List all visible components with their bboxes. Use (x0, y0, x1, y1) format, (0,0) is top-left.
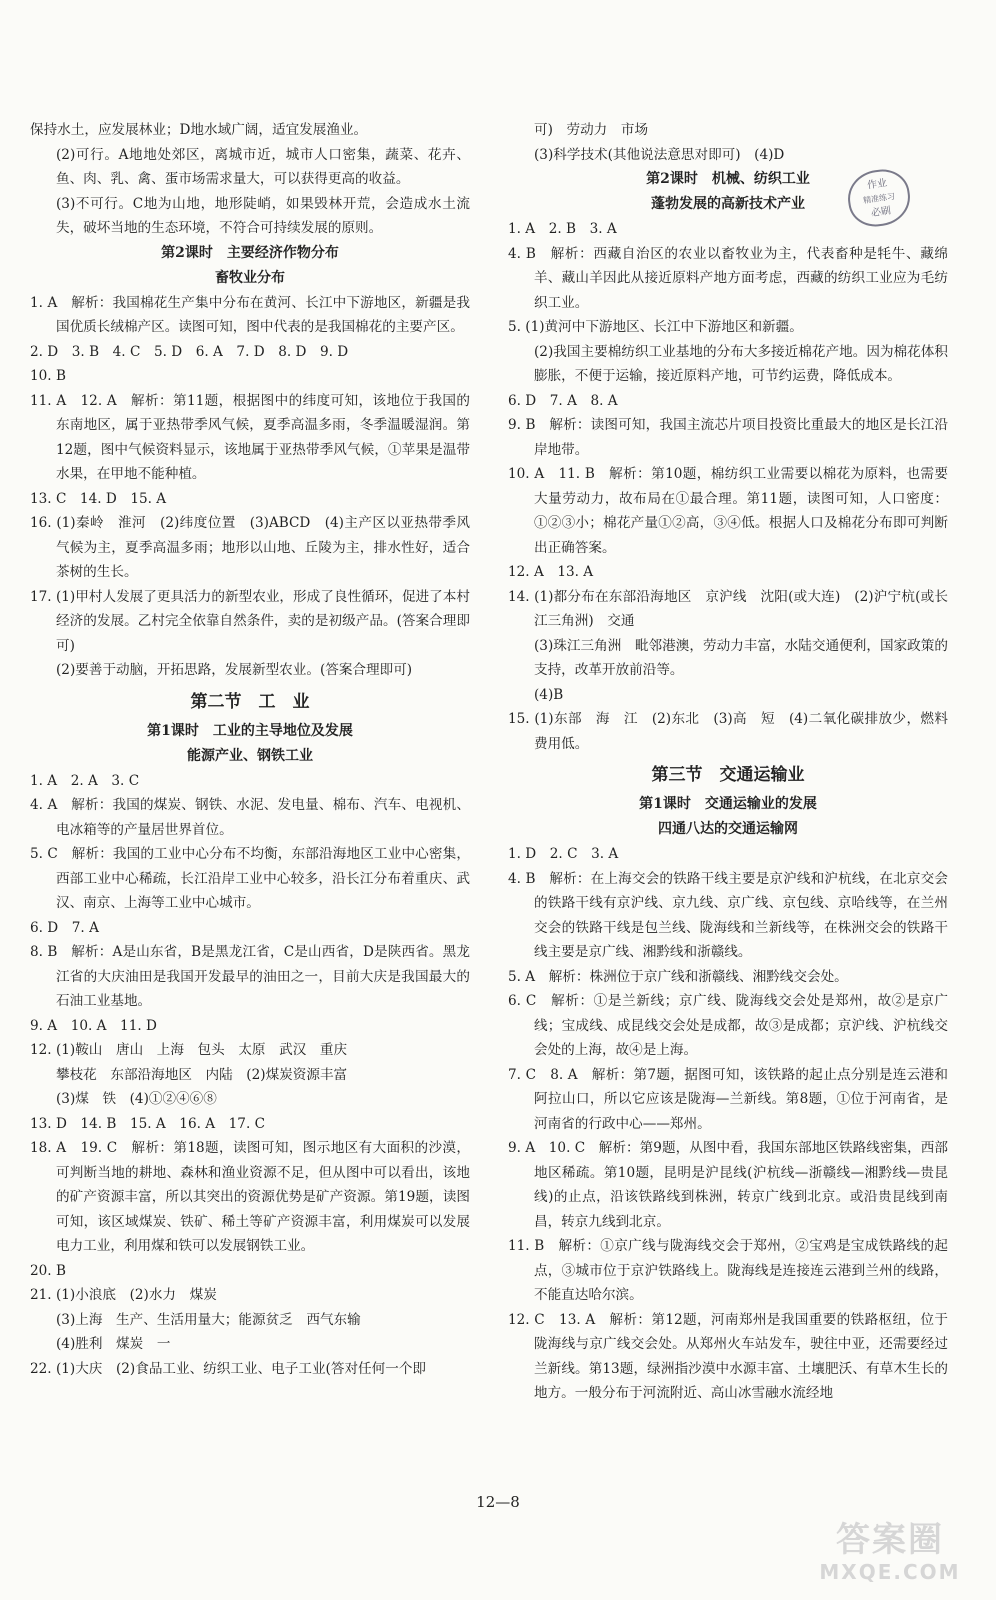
answer-line: (2)可行。A地地处郊区，离城市近，城市人口密集，蔬菜、花卉、鱼、肉、乳、禽、蛋市场需求量大，可以获得更高的收益。 (56, 146, 470, 187)
answer-line: (4)B (534, 686, 564, 703)
answer-line: 21. (1)小浪底 (2)水力 煤炭 (30, 1287, 217, 1303)
section-heading: 第2课时 主要经济作物分布 (161, 244, 339, 261)
answer-line: 4. B 解析：在上海交会的铁路干线主要是京沪线和沪杭线，在北京交会的铁路干线有京沪线、京九线、京广线、京包线、京哈线等，在兰州交会的铁路干线是包兰线、陇海线和兰新线等，在株洲交会的铁路干线主要是京广线、湘黔线和浙赣线。 (508, 870, 948, 960)
answer-line: 4. A 解析：我国的煤炭、钢铁、水泥、发电量、棉布、汽车、电视机、电冰箱等的产量居世界首位。 (30, 797, 470, 838)
right-column (508, 118, 948, 1406)
answer-line: 8. B 解析：A是山东省，B是黑龙江省，C是山西省，D是陕西省。黑龙江省的大庆油田是我国开发最早的油田之一，目前大庆是我国最大的石油工业基地。 (30, 944, 470, 1009)
answer-line: (3)珠江三角洲 毗邻港澳，劳动力丰富，水陆交通便利，国家政策的支持，改革开放前沿等。 (534, 637, 948, 678)
answer-line: 16. (1)秦岭 淮河 (2)纬度位置 (3)ABCD (4)主产区以亚热带季风气候为主，夏季高温多雨；地形以山地、丘陵为主，排水性好，适合茶树的生长。 (30, 515, 470, 580)
answer-line: 9. A 10. A 11. D (30, 1017, 157, 1034)
answer-line: 15. (1)东部 海 江 (2)东北 (3)高 短 (4)二氧化碳排放少，燃料费用低。 (508, 711, 948, 752)
section-heading: 四通八达的交通运输网 (658, 821, 798, 837)
answer-line: 保持水土，应发展林业；D地水域广阔，适宜发展渔业。 (30, 122, 368, 138)
answer-line: (3)不可行。C地为山地，地形陡峭，如果毁林开荒，会造成水土流失，破坏当地的生态环境，不符合可持续发展的原则。 (56, 195, 470, 236)
section-heading: 第1课时 工业的主导地位及发展 (147, 722, 353, 739)
answer-line: 13. D 14. B 15. A 16. A 17. C (30, 1115, 265, 1132)
answer-line: 5. C 解析：我国的工业中心分布不均衡，东部沿海地区工业中心密集，西部工业中心稀疏，长江沿岸工业中心较多，沿长江分布着重庆、武汉、南京、上海等工业中心城市。 (30, 846, 470, 911)
left-column (30, 118, 470, 1381)
answer-line: 5. A 解析：株洲位于京广线和浙赣线、湘黔线交会处。 (508, 968, 848, 985)
section-heading: 第二节 工 业 (190, 691, 310, 712)
answer-line: 11. B 解析：①京广线与陇海线交会于郑州，②宝鸡是宝成铁路线的起点，③城市位于京沪铁路线上。陇海线是连接连云港到兰州的线路，不能直达哈尔滨。 (508, 1238, 948, 1303)
answer-line: 22. (1)大庆 (2)食品工业、纺织工业、电子工业(答对任何一个即 (30, 1360, 427, 1377)
section-heading: 能源产业、钢铁工业 (187, 747, 313, 764)
answer-line: 可) 劳动力 市场 (534, 122, 649, 138)
answer-line: 6. C 解析：①是兰新线；京广线、陇海线交会处是郑州，故②是京广线；宝成线、成昆线交会处是成都，故③是成都；京沪线、沪杭线交会处的上海，故④是上海。 (508, 993, 948, 1058)
answer-line: 1. D 2. C 3. A (508, 846, 619, 862)
answer-line: (2)要善于动脑，开拓思路，发展新型农业。(答案合理即可) (56, 662, 413, 678)
answer-line: 2. D 3. B 4. C 5. D 6. A 7. D 8. D 9. D (30, 343, 349, 360)
answer-line: 14. (1)都分布在东部沿海地区 京沪线 沈阳(或大连) (2)沪宁杭(或长江三角洲) 交通 (508, 588, 948, 629)
answer-line: 6. D 7. A (30, 919, 99, 936)
answer-line: (3)煤 铁 (4)①②④⑥⑧ (56, 1091, 217, 1107)
answer-line: 1. A 2. A 3. C (30, 772, 140, 789)
section-heading: 第三节 交通运输业 (651, 765, 805, 785)
answer-line: 12. A 13. A (508, 564, 594, 580)
answer-line: 7. C 8. A 解析：第7题，据图可知，该铁路的起止点分别是连云港和阿拉山口，所以它应该是陇海—兰新线。第8题，①位于河南省，是河南省的行政中心——郑州。 (508, 1066, 948, 1132)
answer-line: 1. A 2. B 3. A (508, 221, 617, 237)
page-number: 12—8 (476, 1493, 520, 1511)
answer-line: 9. B 解析：读图可知，我国主流芯片项目投资比重最大的地区是长江沿岸地带。 (508, 417, 948, 458)
stamp-seal: 作业 精准练习 必刷 (844, 166, 913, 230)
watermark-logo: 答案圈 MXQE.COM (819, 1520, 961, 1584)
answer-line: 6. D 7. A 8. A (508, 392, 618, 409)
answer-line: 11. A 12. A 解析：第11题，根据图中的纬度可知，该地位于我国的东南地区，属于亚热带季风气候，夏季高温多雨，冬季温暖湿润。第12题，图中气候资料显示，该地属于亚热带季风气候，①苹果是温带水果，在甲地不能种植。 (30, 392, 470, 482)
answer-line: 17. (1)甲村人发展了更具活力的新型农业，形成了良性循环，促进了本村经济的发展。乙村完全依靠自然条件，卖的是初级产品。(答案合理即可) (30, 588, 470, 654)
answer-line: 18. A 19. C 解析：第18题，读图可知，图示地区有大面积的沙漠，可判断当地的耕地、森林和渔业资源不足，但从图中可以看出，该地的矿产资源丰富，所以其突出的资源优势是矿产资源。第19题，读图可知，该区域煤炭、铁矿、稀土等矿产资源丰富，利用煤炭可以发展电力工业，利用煤和铁可以发展钢铁工业。 (30, 1140, 470, 1254)
answer-line: 攀枝花 东部沿海地区 内陆 (2)煤炭资源丰富 (56, 1066, 348, 1083)
answer-line: (4)胜利 煤炭 一 (56, 1336, 171, 1352)
answer-line: 5. (1)黄河中下游地区、长江中下游地区和新疆。 (508, 319, 803, 335)
answer-line: (2)我国主要棉纺织工业基地的分布大多接近棉花产地。因为棉花体积膨胀，不便于运输，接近原料产地，可节约运费，降低成本。 (534, 343, 948, 384)
answer-line: 9. A 10. C 解析：第9题，从图中看，我国东部地区铁路线密集，西部地区稀疏。第10题，昆明是沪昆线(沪杭线—浙赣线—湘黔线—贵昆线)的止点，沿该铁路线到株洲，转京广线到北京。或沿贵昆线到南昌，转京九线到北京。 (508, 1140, 948, 1230)
section-heading: 第1课时 交通运输业的发展 (639, 796, 817, 812)
answer-line: (3)科学技术(其他说法意思对即可) (4)D (534, 146, 785, 163)
section-heading: 畜牧业分布 (215, 269, 285, 286)
answer-line: 4. B 解析：西藏自治区的农业以畜牧业为主，代表畜种是牦牛、藏绵羊、藏山羊因此从接近原料产地方面考虑，西藏的纺织工业应为毛纺织工业。 (508, 245, 948, 311)
answer-line: 12. (1)鞍山 唐山 上海 包头 太原 武汉 重庆 (30, 1042, 348, 1058)
section-heading: 第2课时 机械、纺织工业 (646, 171, 810, 187)
answer-line: 20. B (30, 1262, 66, 1279)
answer-line: 13. C 14. D 15. A (30, 490, 167, 507)
answer-line: (3)上海 生产、生活用量大；能源贫乏 西气东输 (56, 1311, 361, 1328)
answer-line: 1. A 解析：我国棉花生产集中分布在黄河、长江中下游地区，新疆是我国优质长绒棉产区。读图可知，图中代表的是我国棉花的主要产区。 (30, 294, 470, 335)
answer-line: 12. C 13. A 解析：第12题，河南郑州是我国重要的铁路枢纽，位于陇海线与京广线交会处。从郑州火车站发车，驶往中亚，还需要经过兰新线。第13题，绿洲指沙漠中水源丰富、土壤肥沃、有草木生长的地方。一般分布于河流附近、高山冰雪融水流经地 (508, 1311, 948, 1401)
answer-line: 10. A 11. B 解析：第10题，棉纺织工业需要以棉花为原料，也需要大量劳动力，故布局在①最合理。第11题，读图可知，人口密度：①②③小；棉花产量①②高，③④低。根据人口及棉花分布即可判断出正确答案。 (508, 466, 948, 556)
answer-line: 10. B (30, 368, 66, 384)
section-heading: 蓬勃发展的高新技术产业 (651, 196, 805, 212)
